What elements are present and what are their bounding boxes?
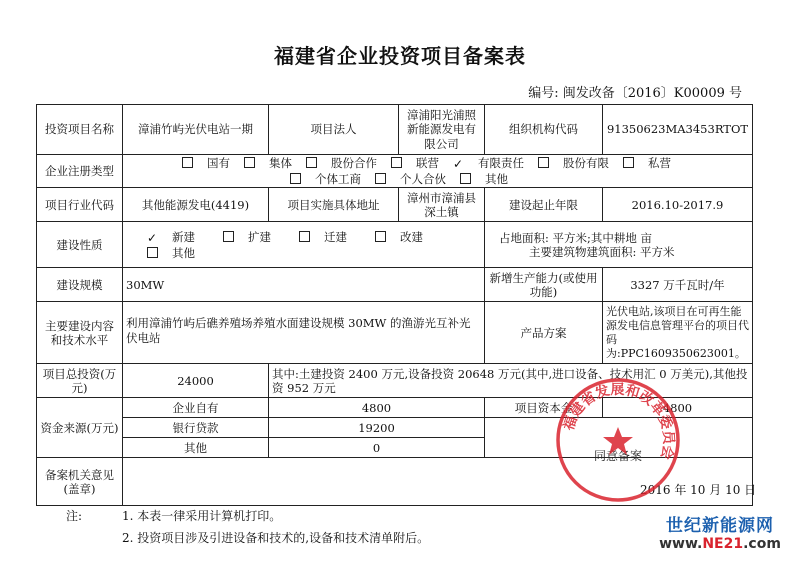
other-funds-label: 其他 [123, 438, 269, 458]
project-name-value: 漳浦竹屿光伏电站一期 [123, 105, 269, 155]
checkbox-icon [182, 157, 193, 168]
org-code-label: 组织机构代码 [485, 105, 603, 155]
registration-type-option: 其他 [460, 172, 508, 186]
checkbox-icon [244, 157, 255, 168]
construction-nature-option: ✓ 新建 [147, 229, 195, 245]
registration-type-option: 个人合伙 [375, 172, 446, 186]
construction-nature-label: 建设性质 [37, 222, 123, 268]
location-label: 项目实施具体地址 [269, 188, 399, 222]
check-icon: ✓ [147, 230, 158, 245]
official-seal [553, 375, 683, 505]
location-value: 漳州市漳浦县深土镇 [399, 188, 485, 222]
total-investment-label: 项目总投资(万元) [37, 364, 123, 398]
registration-type-option: 个体工商 [290, 172, 361, 186]
scale-label: 建设规模 [37, 268, 123, 302]
seal-star-icon [603, 427, 633, 455]
registration-type-option: 国有 [182, 156, 230, 170]
registration-type-option: 私营 [623, 156, 671, 170]
checkbox-icon [306, 157, 317, 168]
legal-person-value: 漳浦阳光浦照新能源发电有限公司 [399, 105, 485, 155]
org-code-value: 91350623MA3453RTOT [603, 105, 753, 155]
bank-loan-label: 银行贷款 [123, 418, 269, 438]
bank-loan-value: 19200 [269, 418, 485, 438]
checkbox-icon [391, 157, 402, 168]
building-area-line: 主要建筑物建筑面积: 平方米 [529, 244, 675, 259]
checkbox-icon [299, 231, 310, 242]
watermark-line1: 世纪新能源网 [666, 516, 774, 536]
checkbox-icon [375, 231, 386, 242]
period-value: 2016.10-2017.9 [603, 188, 753, 222]
product-value: 光伏电站,该项目在可再生能源发电信息管理平台的项目代码为:PPC1609350623001。 [603, 302, 753, 364]
registration-type-option: 股份有限 [538, 156, 609, 170]
registration-type-option: ✓ 有限责任 [453, 156, 524, 171]
own-funds-value: 4800 [269, 398, 485, 418]
svg-text:福建省发展和改革委员会 [560, 381, 677, 461]
period-label: 建设起止年限 [485, 188, 603, 222]
registration-type-option: 股份合作 [306, 156, 377, 170]
own-funds-label: 企业自有 [123, 398, 269, 418]
construction-nature-options [123, 222, 485, 268]
industry-code-value: 其他能源发电(4419) [123, 188, 269, 222]
opinion-label: 备案机关意见(盖章) [37, 458, 123, 506]
checkbox-icon [290, 173, 301, 184]
watermark-logo: 世纪新能源网 www.NE21.com [650, 511, 790, 559]
product-label: 产品方案 [485, 302, 603, 364]
land-area-line: 占地面积: 平方米;其中耕地 亩 [499, 230, 653, 245]
check-icon: ✓ [453, 157, 464, 171]
scale-value: 30MW [123, 268, 485, 302]
total-investment-value: 24000 [123, 364, 269, 398]
project-name-label: 投资项目名称 [37, 105, 123, 155]
approval-text: 同意备案 [594, 449, 643, 463]
record-number: 编号: 闽发改备〔2016〕K00009 号 [528, 86, 742, 101]
checkbox-icon [375, 173, 386, 184]
note-item: 1. 本表一律采用计算机打印。 [122, 509, 282, 523]
land-area-cell [485, 222, 753, 268]
note-item: 2. 投资项目涉及引进设备和技术的,设备和技术清单附后。 [122, 531, 430, 545]
capital-label: 项目资本金 [485, 398, 603, 418]
capacity-label: 新增生产能力(或使用功能) [485, 268, 603, 302]
content-value: 利用漳浦竹屿后礁养殖场养殖水面建设规模 30MW 的渔游光互补光伏电站 [123, 302, 485, 364]
notes [66, 505, 429, 549]
notes-label: 注: [66, 509, 83, 523]
registration-type-label: 企业注册类型 [37, 155, 123, 188]
investment-detail: 其中:土建投资 2400 万元,设备投资 20648 万元(其中,进口设备、技术用汇 0 万美元),其他投资 952 万元 [269, 364, 753, 398]
industry-code-label: 项目行业代码 [37, 188, 123, 222]
fund-source-label: 资金来源(万元) [37, 398, 123, 458]
approval-date: 2016 年 10 月 10 日 [640, 483, 757, 497]
seal-text: 福建省发展和改革委员会 [560, 381, 677, 461]
capacity-value: 3327 万千瓦时/年 [603, 268, 753, 302]
capital-value: 4800 [603, 398, 753, 418]
checkbox-icon [623, 157, 634, 168]
registration-type-option: 集体 [244, 156, 292, 170]
checkbox-icon [460, 173, 471, 184]
checkbox-icon [538, 157, 549, 168]
other-funds-value: 0 [269, 438, 485, 458]
form-title: 福建省企业投资项目备案表 [274, 44, 526, 68]
content-label: 主要建设内容和技术水平 [37, 302, 123, 364]
checkbox-icon [223, 231, 234, 242]
checkbox-icon [147, 247, 158, 258]
registration-type-option: 联营 [391, 156, 439, 170]
construction-nature-option: 扩建 [223, 230, 271, 244]
construction-nature-option: 迁建 [299, 230, 347, 244]
construction-nature-option: 其他 [147, 246, 195, 260]
registration-type-options [123, 155, 753, 188]
construction-nature-option: 改建 [375, 230, 423, 244]
legal-person-label: 项目法人 [269, 105, 399, 155]
